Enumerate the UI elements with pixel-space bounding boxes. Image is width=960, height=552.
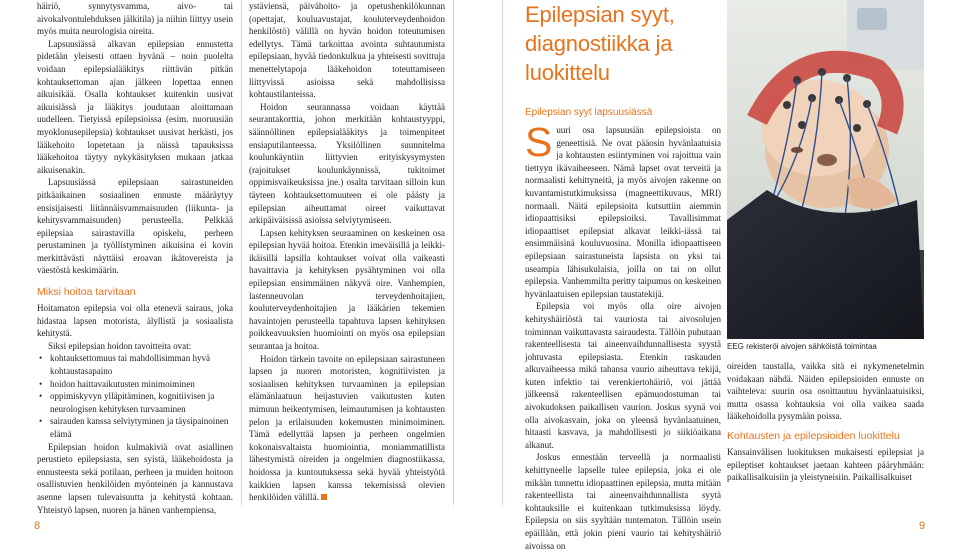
left-column-1 (37, 0, 233, 516)
right-column-2 (727, 360, 924, 484)
chapter-title (525, 0, 721, 87)
paragraph: ystäviensä, päivähoito- ja opetushenkilökunnan (opettajat, kouluavustajat, kouluterveydenhoidon henkilöstö) välillä on hyvän hoidon toteutumisen edellytys. Tämä tarkoittaa avointa suhtautumista epilepsiaan, hyvää tiedonkulkua ja yhteisesti sovittuja menettelytapoja lääkehoidon toteuttamiseen liittyvissä asioissa sekä mahdollisissa kohtaustilanteissa. (249, 1, 445, 100)
goals-list (37, 352, 233, 440)
page-number-right: 9 (919, 520, 926, 532)
list-item: • hoidon haittavaikutusten minimoiminen (50, 378, 233, 391)
gutter-line (502, 0, 503, 505)
section-heading: Miksi hoitoa tarvitaan (37, 286, 136, 299)
left-column-2 (249, 0, 445, 504)
eeg-photo (727, 0, 924, 339)
chapter-title-line1: Epilepsian syyt, (525, 2, 675, 27)
paragraph: Joskus ennestään terveellä ja normaalisti kehittyneelle lapselle tulee epilepsia, joka ei ole mikään tunnettu idiopaattinen epilepsia, mutta mitään rakenteellista tai aineenvaihdunnallista syytä kohtauksille ei kuitenkaan tutkimuksissa löydy. Epilepsia on siis syyltään tuntematon. Tällöin usein epäillään, että jokin pieni vaurio tai kehityshäiriö aivoissa on (525, 452, 721, 551)
paragraph: Epilepsia voi myös olla oire aivojen kehityshäiriöstä tai vauriosta tai aivosolujen toiminnan vaikuttavasta sairaudesta. Tällöin puhutaan rakenteellisesta tai aineenvaihdunnallisesta syystä johtuvasta epilepsiasta. Etenkin raskauden alkuvaiheessa mikä tahansa vaurio aiheuttava tekijä, kuten infektio tai verenkiertohäiriö, voi jättää jälkeensä rakenteellisen epämuodostuman tai aivokudoksen paikallisen vaurion. Joskus syynä voi olla aivokasvain, joka on yleensä hyvänlaatuinen, hitaasti kasvava, ja mahdollisesti jo siikiöaikana alkanut. (525, 301, 721, 450)
list-item: • oppimiskyvyn ylläpitäminen, kognitiivisen ja neurologisen kehityksen turvaaminen (50, 390, 233, 415)
section-heading: Kohtausten ja epilepsioiden luokittelu (727, 429, 900, 442)
end-mark-icon (321, 494, 327, 500)
list-item: • kohtauksettomuus tai mahdollisimman hyvä kohtaustasapaino (50, 352, 233, 377)
paragraph (249, 353, 445, 504)
paragraph: Lapsen kehityksen seuraaminen on keskeinen osa epilepsian hyvää hoitoa. Etenkin imeväisillä ja leikki-ikäisillä lapsilla kohtaukset voivat olla vaikeasti havaittavia ja kehityksen pysähtyminen voi olla epilepsian ensimmäinen näkyvä oire. Vanhempien, lastenneuvolan terveydenhoitajien, kouluterveydenhoitajien ja lääkärien tekemien havaintojen perusteella tapahtuva lapsen kehityksen poikkeavuuksien huomiointi on myös osa epilepsian seurantaa ja hoitoa. (249, 227, 445, 352)
paragraph: Lapsuusiässä alkavan epilepsian ennustetta pidetään yleisesti ottaen hyvänä – noin puolelta voidaan epilepsialääkitys riittävän pitkän kohtauksettoman ajan jälkeen lopettaa ennen aikuisikää. Osalla kohtaukset kuitenkin uusivat aikuisiässä ja lääkitys joudutaan aloittamaan uudelleen. Tietyissä epilepsioissa (esim. nuoruusiän myoklonusepilepsia) kohtaukset uusivat herkästi, jos lääkehoito lopetetaan ja näissä tapauksissa lääkehoitoa täytyy nykykäsityksen mukaan jatkaa aikuisenakin. (37, 38, 233, 175)
paragraph: Kansainvälisen luokituksen mukaisesti epilepsiat ja epileptiset kohtaukset jaetaan kahteen pääryhmään: paikallisalkuisiin ja yleistyneisiin. Paikallisalkuiset (727, 446, 924, 483)
drop-cap: S (525, 119, 553, 165)
paragraph-text: Hoidon tärkein tavoite on epilepsiaan sairastuneen lapsen ja nuoren motoristen, kognitiivisten ja sosiaalisen kehityksen turvaaminen ja epilepsian elämänlaatuun heijastuvien vaikutusten kuten mimuun heikentymisen, leimautumisen ja kohtausten pelon ja erilaisuuden kokemusten minimoiminen. Tämä edellyttää lapsen ja perheen ongelmien kokonaisvaltaista huomiointia, moniammatillista lähestymistä oireiden ja ongelmien diagnostiikassa, hoidossa ja kuntoutuksessa sekä hyvää yhteistyötä kaikkien lapsen kanssa tekemisissä olevien henkilöiden välillä. (249, 353, 445, 503)
paragraph-text: uuri osa lapsuusiän epilepsioista on geneettisiä. Ne ovat pääosin hyvänlaatuisia ja kohtausten esiintyminen voi rajoittua vain tiettyyn ikävaiheeseen. Nämä lapset ovat terveitä ja normaalisti kehittyneitä, ja myös aivojen rakenne on kuvantamistutkimuksissa (magneettikuvaus, MRI) normaali. Näitä epilepsioita kutsuttiin aiemmin idiopaattisiksi epilepsioiksi. Tavallisimmat idiopaattiset epilepsiat alkavat leikki-iässä tai ensimmäisinä kouluvuosina. Monilla idiopaattiseen epilepsiaan sairastuneista lapsista on yksi tai useampia lähisukulaisia, joilla on tai on ollut epilepsia. Vanhemmilta peritty taipumus on keskeinen hyvänlaatuisen epilepsian taustatekijä. (525, 125, 721, 299)
paragraph: häiriö, synnytysvamma, aivo- tai aivokalvontulehduksen jälkitila) ja niihin liittyy usein myös muita neurologisia oireita. (37, 1, 233, 37)
section-subtitle: Epilepsian syyt lapsuusiässä (525, 107, 653, 118)
right-column-1 (525, 0, 721, 552)
paragraph: Epilepsian hoidon kulmakiviä ovat asiallinen perustieto epilepsiasta, sen syistä, lääkehoidosta ja ennusteesta sekä potilaan, perheen ja muiden hoitoon osallistuvien henkilöiden myönteinen ja kannustava asenne lapsen tulevaisuutta ja kehitystä kohtaan. Yhteistyö lapsen, nuoren ja hänen vanhempiensa, (37, 441, 233, 515)
eeg-photo-illustration (727, 0, 924, 339)
photo-caption: EEG rekisteröi aivojen sähköistä toimintaa (727, 342, 877, 351)
paragraph: Hoitamaton epilepsia voi olla etenevä sairaus, joka hidastaa lapsen motorista, älyllistä ja sosiaalista kehitystä. (37, 303, 233, 339)
page-number-left: 8 (34, 520, 41, 532)
paragraph: Lapsuusiässä epilepsiaan sairastuneiden pitkäaikainen sosiaalinen ennuste määräytyy ensisijaisesti liitännäisvammaisuuden (liikunta- ja kehitysvammaisuuden) perusteella. Pelkkää epilepsiaa sairastavilla opiskelu, perheen perustaminen ja työllistyminen aikuisina ei kovin merkittävästi näyttäisi eroavan ikätovereista ja väestöstä keskimäärin. (37, 177, 233, 276)
chapter-title-line2: diagnostiikka ja luokittelu (525, 31, 673, 85)
gutter-line (453, 0, 454, 505)
paragraph: oireiden taustalla, vaikka sitä ei nykymenetelmin voidakaan nähdä. Näiden epilepsioiden ennuste on vaihteleva: suurin osa osoittautuu hyvänlaatuisiksi, mutta osassa kohtauksia voi olla vaikea saada lääkehoidolla pysymään poissa. (727, 361, 924, 422)
list-item: • sairauden kanssa selviytyminen ja täysipainoinen elämä (50, 415, 233, 440)
paragraph: Hoidon seurannassa voidaan käyttää seurantakorttia, johon merkitään kohtaustyyppi, säännöllinen epilepsialääkitys ja toimenpiteet ensiaputilanteessa. Yksilöllinen suunnitelma koulunkäyntiin liittyvien erityiskysymysten (rajoitukset koulunkäynnissä, tukitoimet oppimisvaikeuksissa jne.) osalta tarvitaan silloin kun täyteen kohtauksettomuuteen ei ole päästy ja epilepsian aiheuttamat oireet vaikuttavat arkipäiväisissä asioissa selviytymiseen. (249, 101, 445, 226)
column-divider (241, 0, 242, 505)
paragraph (525, 119, 721, 300)
paragraph: Siksi epilepsian hoidon tavoitteita ovat: (48, 340, 192, 351)
